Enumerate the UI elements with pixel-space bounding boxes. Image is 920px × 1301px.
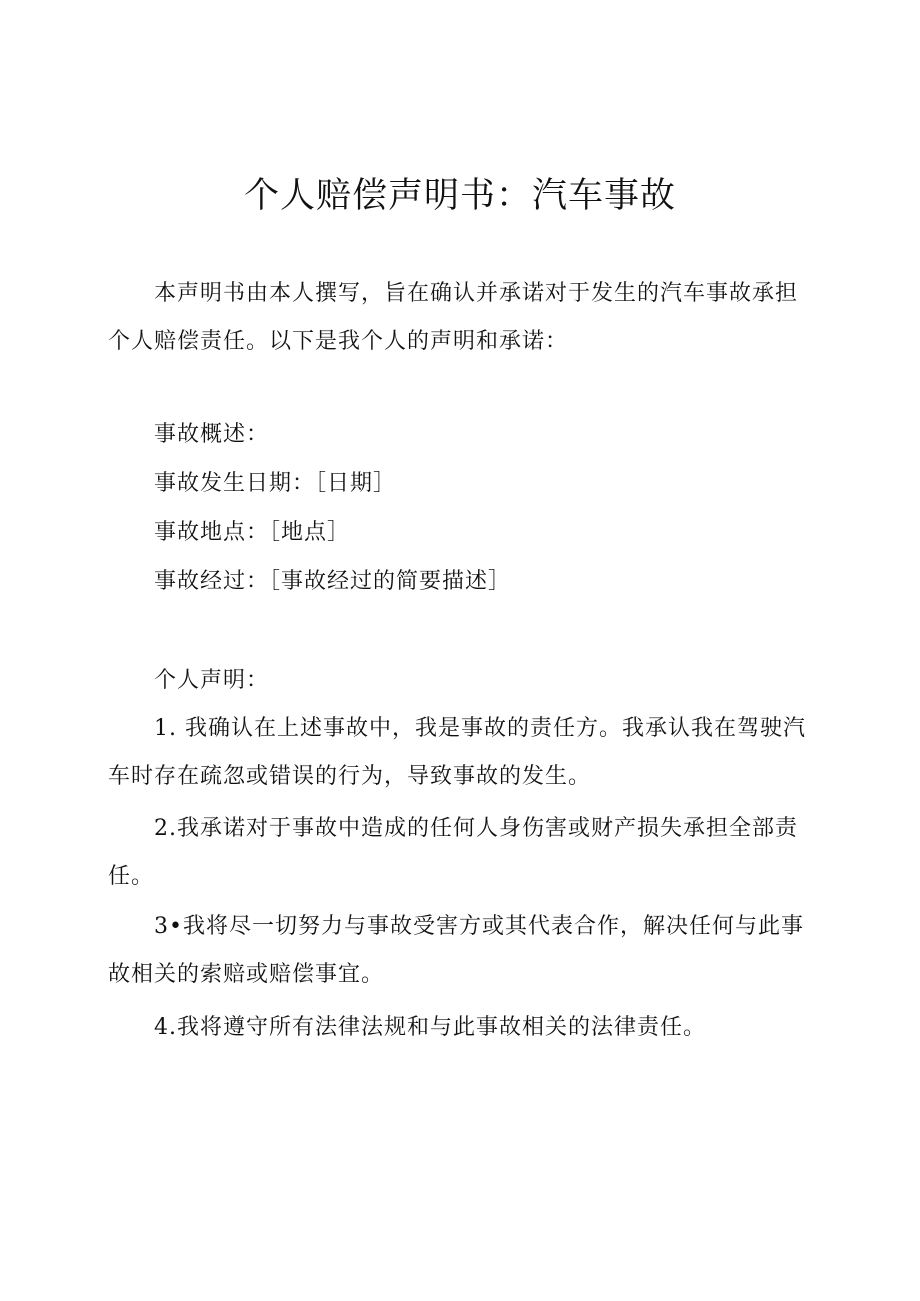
accident-date-line: 事故发生日期：［日期］ bbox=[154, 471, 397, 496]
statement-item: 4.我将遵守所有法律法规和与此事故相关的法律责任。 bbox=[154, 1015, 706, 1040]
accident-process-line: 事故经过：［事故经过的简要描述］ bbox=[154, 569, 512, 594]
intro-paragraph: 本声明书由本人撰写，旨在确认并承诺对于发生的汽车事故承担个人赔偿责任。以下是我个人的声明和承诺： bbox=[108, 281, 799, 354]
statement-item: 2.我承诺对于事故中造成的任何人身伤害或财产损失承担全部责任。 bbox=[108, 816, 798, 889]
statement-item: 3•我将尽一切努力与事故受害方或其代表合作，解决任何与此事故相关的索赔或赔偿事宜。 bbox=[108, 914, 804, 987]
statement-item: 1. 我确认在上述事故中，我是事故的责任方。我承认我在驾驶汽车时存在疏忽或错误的行为，导致事故的发生。 bbox=[108, 716, 806, 789]
statement-heading: 个人声明： bbox=[154, 668, 270, 693]
accident-location-line: 事故地点：［地点］ bbox=[154, 520, 351, 545]
overview-heading: 事故概述： bbox=[154, 422, 270, 447]
document-title: 个人赔偿声明书：汽车事故 bbox=[243, 176, 676, 216]
